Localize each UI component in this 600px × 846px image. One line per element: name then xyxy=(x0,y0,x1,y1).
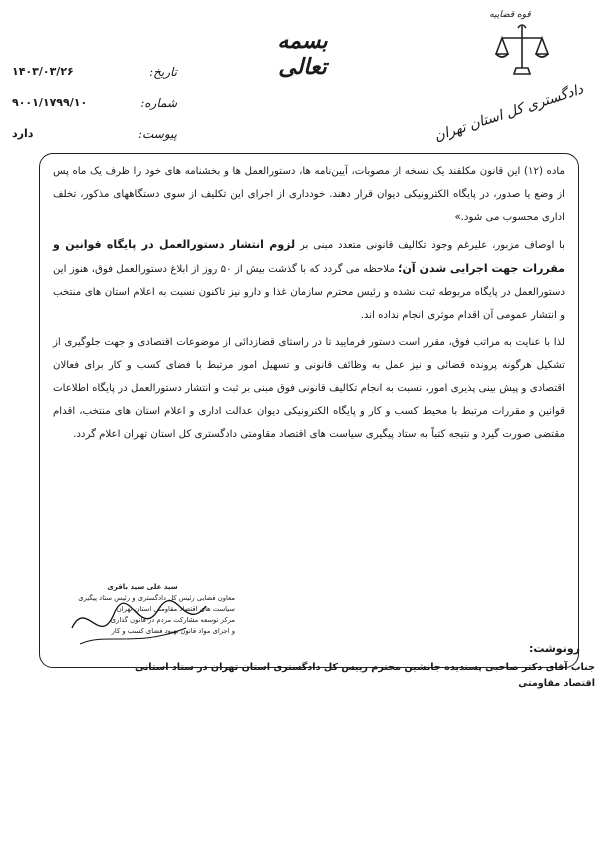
handwritten-signature xyxy=(66,588,216,656)
signatory-line-3: مرکز توسعه مشارکت مردم در قانون گذاری xyxy=(110,616,235,624)
letter-body-text xyxy=(53,160,565,450)
cc-recipient: جناب آقای دکتر صاحبی پسندیده جانشین محترم رییس کل دادگستری استان تهران در ستاد استانی اقتصاد مقاومتی xyxy=(134,662,595,689)
bismillah-heading: بسمه تعالی xyxy=(277,28,328,80)
number-label: شماره: xyxy=(140,95,177,110)
cc-title: رونوشت: xyxy=(528,642,580,655)
paragraph-2-intro: با اوصاف مزبور، علیرغم وجود تکالیف قانونی متعدد مبنی بر xyxy=(295,240,565,251)
attachment-row xyxy=(12,118,177,149)
signatory-line-1: معاون قضایی رئیس کل دادگستری و رئیس ستاد پیگیری xyxy=(78,594,235,602)
date-label: تاریخ: xyxy=(149,64,177,79)
judiciary-scales-emblem-icon xyxy=(492,20,552,84)
number-value: ۹۰۰۱/۱۷۹۹/۱۰ xyxy=(12,96,88,109)
attachment-label: پیوست: xyxy=(137,126,177,141)
signatory-name: سید علی سید باقری xyxy=(107,583,178,591)
organization-name: دادگستری کل استان تهران xyxy=(432,81,586,145)
signatory-line-2: سیاست های اقتصاد مقاومتی استان تهران xyxy=(116,605,235,613)
judiciary-subtitle: قوه قضاییه xyxy=(489,10,531,20)
paragraph-2 xyxy=(53,233,565,327)
paragraph-3: لذا با عنایت به مراتب فوق، مقرر است دستور فرمایید تا در راستای قضازدائی از موضوعات اقتصادی و جهت جلوگیری از تشکیل هرگونه پرونده قضائی و نیز عمل به وظائف قانونی و تسهیل امور مرتبط با فضای کسب و کار برای فعالان اقتصادی و پیش بینی پذیری امور، نسبت به انجام تکالیف قانونی فوق مبنی بر ثبت و انتشار دستورالعمل در پایگاه اطلاعات قوانین و مقررات مرتبط با محیط کسب و کار و پایگاه الکترونیکی دیوان عدالت اداری و اعلام استان های منتخب، اقدام مقتضی صورت گیرد و نتیجه کتباً به ستاد پیگیری سیاست های اقتصاد مقاومتی دادگستری کل استان تهران اعلام گردد. xyxy=(53,337,565,440)
date-row xyxy=(12,56,177,87)
number-row xyxy=(12,87,177,118)
paragraph-2-rest: ملاحظه می گردد که با گذشت بیش از ۵۰ روز از ابلاغ دستورالعمل فوق، هنوز این دستورالعمل در پایگاه مربوطه ثبت نشده و رئیس محترم سازمان غذا و دارو نیز تاکنون نسبت به اعلام استان های منتخب و انتشار عمومی آن اقدام موثری انجام نداده اند. xyxy=(53,264,565,321)
date-value: ۱۴۰۳/۰۳/۲۶ xyxy=(12,65,74,78)
attachment-value: دارد xyxy=(12,127,34,140)
letter-meta xyxy=(12,56,177,149)
paragraph-2-emphasis: لزوم انتشار دستورالعمل در پایگاه قوانین و مقررات جهت اجرایی شدن آن؛ xyxy=(53,238,565,275)
paragraph-1: ماده (۱۲) این قانون مکلفند یک نسخه از مصوبات، آیین‌نامه ها، دستورالعمل ها و بخشنامه های خود را ظرف یک ماه پس از وضع یا صدور، در پایگاه الکترونیکی دیوان قرار دهند. خودداری از اجرای این تکلیف از سوی دستگاههای مذکور، تخلف اداری محسوب می شود.» xyxy=(53,166,565,223)
signatory-line-4: و اجرای مواد قانون بهبود فضای کسب و کار xyxy=(111,627,235,635)
